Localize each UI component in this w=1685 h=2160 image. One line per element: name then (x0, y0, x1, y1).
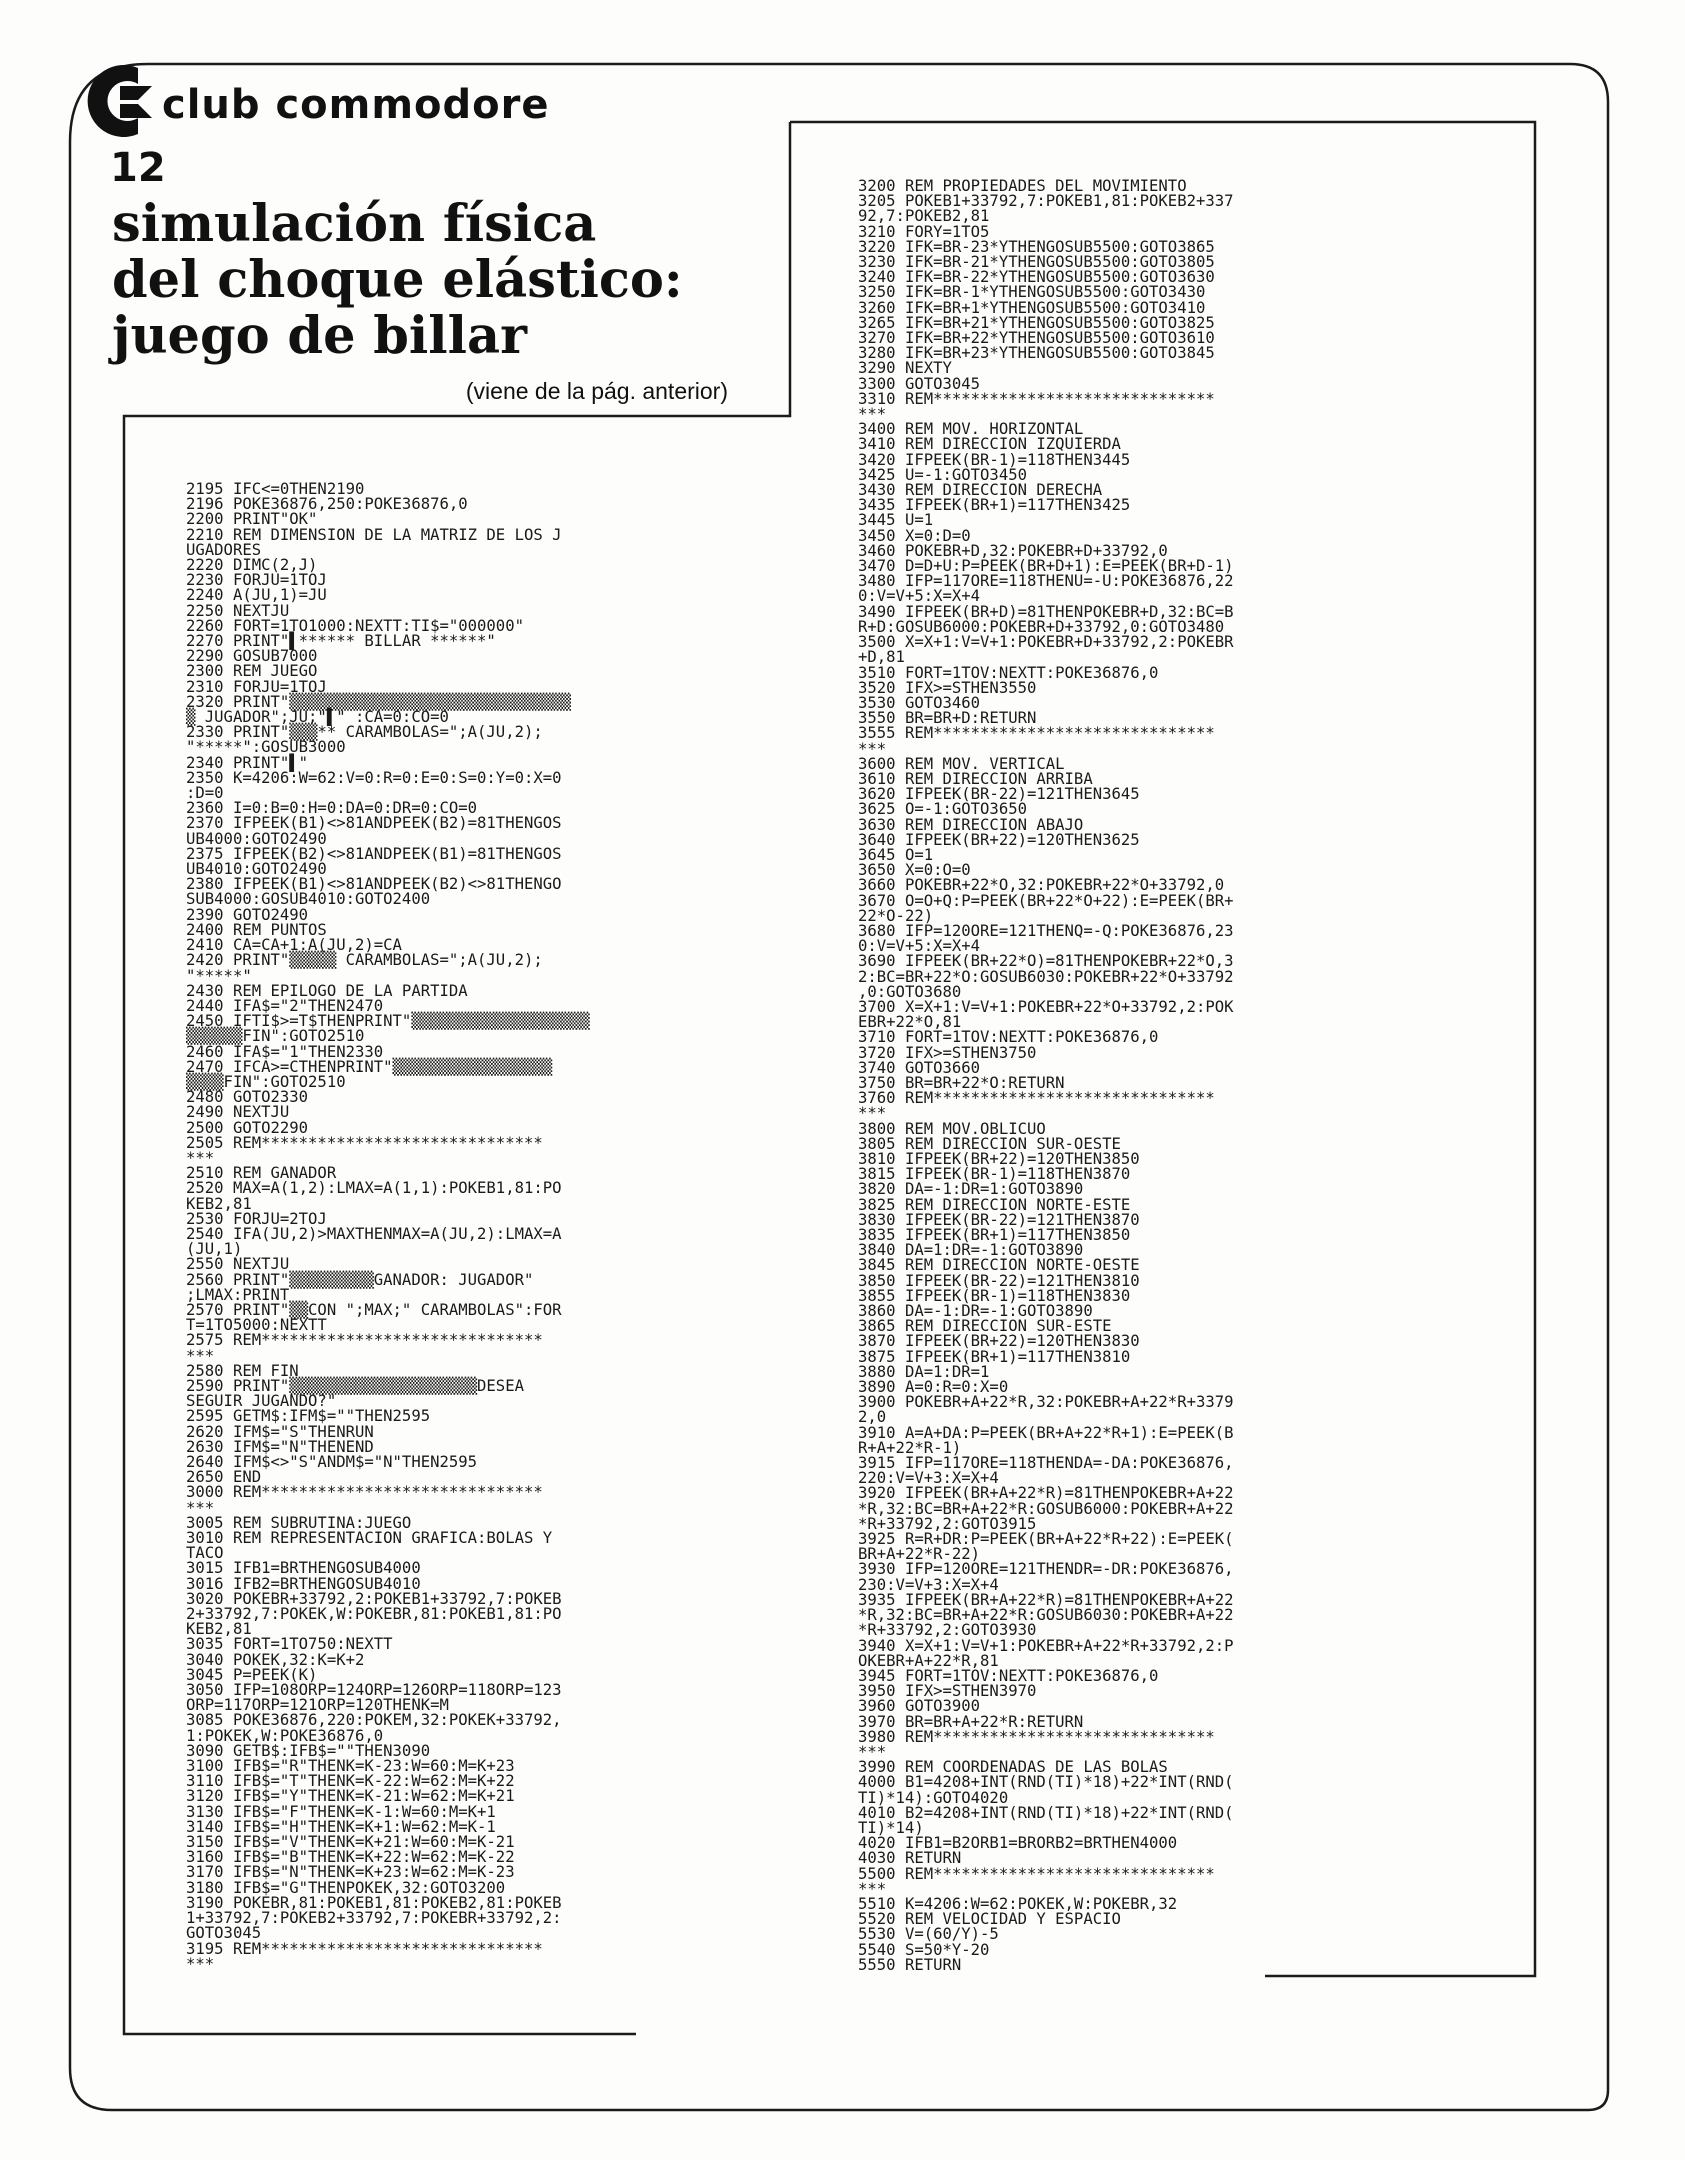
code-line: 2520 MAX=A(1,2):LMAX=A(1,1):POKEB1,81:PO (186, 1179, 562, 1198)
code-line: 2440 IFA$="2"THEN2470 (186, 996, 384, 1015)
code-line: 2570 PRINT"▒▒CON ";MAX;" CARAMBOLAS":FOR (186, 1300, 562, 1319)
code-line: 3915 IFP=117ORE=118THENDA=-DA:POKE36876, (858, 1454, 1234, 1473)
code-line: 4030 RETURN (858, 1849, 962, 1868)
code-line: 2590 PRINT"▒▒▒▒▒▒▒▒▒▒▒▒▒▒▒▒▒▒▒▒DESEA (186, 1376, 524, 1395)
code-line: 2196 POKE36876,250:POKE36876,0 (186, 495, 468, 514)
code-line: 1:POKEK,W:POKE36876,0 (186, 1726, 384, 1745)
code-line: 3500 X=X+1:V=V+1:POKEBR+D+33792,2:POKEBR (858, 633, 1234, 652)
code-line: 3750 BR=BR+22*O:RETURN (858, 1073, 1065, 1092)
code-line: "*****":GOSUB3000 (186, 738, 346, 757)
code-line: 3945 FORT=1TOV:NEXTT:POKE36876,0 (858, 1666, 1159, 1685)
code-listing-right (858, 179, 1234, 1973)
code-line: ORP=117ORP=121ORP=120THENK=M (186, 1696, 449, 1715)
code-line: 2375 IFPEEK(B2)<>81ANDPEEK(B1)=81THENGOS (186, 844, 562, 863)
code-line: 3130 IFB$="F"THENK=K-1:W=60:M=K+1 (186, 1802, 496, 1821)
code-line: 3950 IFX>=STHEN3970 (858, 1682, 1037, 1701)
code-line: *R,32:BC=BR+A+22*R:GOSUB6000:POKEBR+A+22 (858, 1499, 1234, 1518)
code-line: 3510 FORT=1TOV:NEXTT:POKE36876,0 (858, 663, 1159, 682)
code-line: 3875 IFPEEK(BR+1)=117THEN3810 (858, 1347, 1131, 1366)
code-line: 3625 O=-1:GOTO3650 (858, 800, 1027, 819)
code-line: 3550 BR=BR+D:RETURN (858, 709, 1037, 728)
code-line: 3680 IFP=120ORE=121THENQ=-Q:POKE36876,23 (858, 921, 1234, 940)
code-line: 3880 DA=1:DR=1 (858, 1362, 990, 1381)
code-line: 3925 R=R+DR:P=PEEK(BR+A+22*R+22):E=PEEK( (858, 1530, 1234, 1549)
code-line: 3900 POKEBR+A+22*R,32:POKEBR+A+22*R+3379 (858, 1393, 1234, 1412)
code-line: *** (858, 739, 887, 758)
code-line: 3460 POKEBR+D,32:POKEBR+D+33792,0 (858, 541, 1168, 560)
code-line: 3805 REM DIRECCION SUR-OESTE (858, 1134, 1121, 1153)
code-line: 2450 IFTI$>=T$THENPRINT"▒▒▒▒▒▒▒▒▒▒▒▒▒▒▒▒▒▒▒ (186, 1012, 590, 1031)
code-line: *** (858, 1742, 887, 1761)
code-line: 0:V=V+5:X=X+4 (858, 587, 981, 606)
code-line: *** (186, 1498, 215, 1517)
code-line: *R+33792,2:GOTO3930 (858, 1621, 1037, 1640)
code-line: 2505 REM****************************** (186, 1133, 543, 1152)
code-line: 3520 IFX>=STHEN3550 (858, 678, 1037, 697)
code-line: 230:V=V+3:X=X+4 (858, 1575, 999, 1594)
code-line: 3860 DA=-1:DR=-1:GOTO3890 (858, 1302, 1093, 1321)
code-line: 3230 IFK=BR-21*YTHENGOSUB5500:GOTO3805 (858, 253, 1215, 272)
code-line: 3410 REM DIRECCION IZQUIERDA (858, 435, 1121, 454)
code-line: 2230 FORJU=1TOJ (186, 571, 327, 590)
code-line: *** (186, 1346, 215, 1365)
code-line: 5550 RETURN (858, 1955, 962, 1974)
code-line: 5520 REM VELOCIDAD Y ESPACIO (858, 1910, 1121, 1929)
code-line: 5500 REM****************************** (858, 1864, 1215, 1883)
code-line: TI)*14) (858, 1818, 924, 1837)
code-line: "*****" (186, 966, 252, 985)
code-line: 3910 A=A+DA:P=PEEK(BR+A+22*R+1):E=PEEK(B (858, 1423, 1234, 1442)
code-line: *** (858, 1104, 887, 1123)
code-line: 3120 IFB$="Y"THENK=K-21:W=62:M=K+21 (186, 1787, 515, 1806)
code-line: 3400 REM MOV. HORIZONTAL (858, 420, 1084, 439)
code-line: *** (186, 1148, 215, 1167)
code-line: +D,81 (858, 648, 905, 667)
code-line: 3850 IFPEEK(BR-22)=121THEN3810 (858, 1271, 1140, 1290)
code-line: 3200 REM PROPIEDADES DEL MOVIMIENTO (858, 177, 1187, 195)
code-line: 3020 POKEBR+33792,2:POKEB1+33792,7:POKEB (186, 1589, 562, 1608)
code-line: SUB4000:GOSUB4010:GOTO2400 (186, 890, 431, 909)
code-line: 3205 POKEB1+33792,7:POKEB1,81:POKEB2+337 (858, 192, 1234, 211)
code-line: 1+33792,7:POKEB2+33792,7:POKEBR+33792,2: (186, 1909, 562, 1928)
code-line: *** (858, 405, 887, 424)
code-line: 2200 PRINT"OK" (186, 510, 318, 529)
code-line: 3740 GOTO3660 (858, 1058, 981, 1077)
code-line: 5540 S=50*Y-20 (858, 1940, 990, 1959)
code-line: 3035 FORT=1TO750:NEXTT (186, 1635, 393, 1654)
code-line: 2530 FORJU=2TOJ (186, 1209, 327, 1228)
code-line: *** (186, 1954, 215, 1973)
code-line: 3890 A=0:R=0:X=0 (858, 1378, 1009, 1397)
code-line: 3600 REM MOV. VERTICAL (858, 754, 1065, 773)
code-line: 2340 PRINT"▌" (186, 753, 309, 772)
code-line: 2370 IFPEEK(B1)<>81ANDPEEK(B2)=81THENGOS (186, 814, 562, 833)
code-line: 2510 REM GANADOR (186, 1164, 337, 1183)
code-line: GOTO3045 (186, 1924, 262, 1943)
code-line: 3100 IFB$="R"THENK=K-23:W=60:M=K+23 (186, 1757, 515, 1776)
code-line: 3855 IFPEEK(BR-1)=118THEN3830 (858, 1286, 1131, 1305)
code-line: *** (858, 1879, 887, 1898)
code-line: 3015 IFB1=BRTHENGOSUB4000 (186, 1559, 421, 1578)
code-line: 2410 CA=CA+1:A(JU,2)=CA (186, 936, 402, 955)
title-line-3: juego de billar (112, 306, 527, 366)
code-line: R+D:GOSUB6000:POKEBR+D+33792,0:GOTO3480 (858, 617, 1225, 636)
code-line: 2400 REM PUNTOS (186, 920, 327, 939)
code-line: 2430 REM EPILOGO DE LA PARTIDA (186, 981, 468, 1000)
code-line: 3760 REM****************************** (858, 1089, 1215, 1108)
issue-number: 12 (110, 145, 166, 191)
code-line: 2290 GOSUB7000 (186, 647, 318, 666)
code-line: 3610 REM DIRECCION ARRIBA (858, 769, 1093, 788)
code-line: 3210 FORY=1TO5 (858, 222, 990, 241)
code-line: 2470 IFCA>=CTHENPRINT"▒▒▒▒▒▒▒▒▒▒▒▒▒▒▒▒▒ (186, 1057, 553, 1076)
code-line: 3660 POKEBR+22*O,32:POKEBR+22*O+33792,0 (858, 876, 1225, 895)
code-line: 3445 U=1 (858, 511, 934, 530)
code-line: 3840 DA=1:DR=-1:GOTO3890 (858, 1241, 1084, 1260)
code-line: 3980 REM****************************** (858, 1727, 1215, 1746)
code-line: 3650 X=0:O=0 (858, 861, 971, 880)
code-line: 2560 PRINT"▒▒▒▒▒▒▒▒▒GANADOR: JUGADOR" (186, 1270, 534, 1289)
code-line: 2240 A(JU,1)=JU (186, 586, 327, 605)
code-line: 2300 REM JUEGO (186, 662, 318, 681)
code-line: 3845 REM DIRECCION NORTE-OESTE (858, 1256, 1140, 1275)
code-line: TI)*14):GOTO4020 (858, 1788, 1009, 1807)
code-line: 2250 NEXTJU (186, 601, 290, 620)
code-line: R+A+22*R-1) (858, 1438, 962, 1457)
article-title (112, 196, 772, 364)
code-line: 3000 REM****************************** (186, 1483, 543, 1502)
code-line: 3045 P=PEEK(K) (186, 1665, 318, 1684)
code-line: 3010 REM REPRESENTACION GRAFICA:BOLAS Y (186, 1529, 553, 1548)
code-line: 3490 IFPEEK(BR+D)=81THENPOKEBR+D,32:BC=B (858, 602, 1234, 621)
code-line: 3935 IFPEEK(BR+A+22*R)=81THENPOKEBR+A+22 (858, 1590, 1234, 1609)
code-line: 3085 POKE36876,220:POKEM,32:POKEK+33792, (186, 1711, 562, 1730)
code-line: 3150 IFB$="V"THENK=K+21:W=60:M=K-21 (186, 1833, 515, 1852)
code-line: 3195 REM****************************** (186, 1939, 543, 1958)
code-line: 3710 FORT=1TOV:NEXTT:POKE36876,0 (858, 1028, 1159, 1047)
magazine-name: club commodore (162, 82, 550, 128)
code-line: 3430 REM DIRECCION DERECHA (858, 481, 1103, 500)
code-line: 2650 END (186, 1468, 262, 1487)
code-line: 3310 REM****************************** (858, 389, 1215, 408)
code-line: 3970 BR=BR+A+22*R:RETURN (858, 1712, 1084, 1731)
code-line: 3815 IFPEEK(BR-1)=118THEN3870 (858, 1165, 1131, 1184)
code-line: 2,0 (858, 1408, 887, 1427)
code-line: 3670 O=O+Q:P=PEEK(BR+22*O+22):E=PEEK(BR+ (858, 891, 1234, 910)
code-line: 2195 IFC<=0THEN2190 (186, 480, 365, 498)
code-line: ;LMAX:PRINT (186, 1285, 290, 1304)
code-line: 2380 IFPEEK(B1)<>81ANDPEEK(B2)<>81THENGO (186, 875, 562, 894)
code-line: 3920 IFPEEK(BR+A+22*R)=81THENPOKEBR+A+22 (858, 1484, 1234, 1503)
code-line: UB4010:GOTO2490 (186, 860, 327, 879)
code-line: SEGUIR JUGANDO?" (186, 1392, 337, 1411)
code-line: 3260 IFK=BR+1*YTHENGOSUB5500:GOTO3410 (858, 298, 1206, 317)
code-line: 3016 IFB2=BRTHENGOSUB4010 (186, 1574, 421, 1593)
code-line: 2540 IFA(JU,2)>MAXTHENMAX=A(JU,2):LMAX=A (186, 1224, 562, 1243)
code-line: 0:V=V+5:X=X+4 (858, 937, 981, 956)
title-line-2: del choque elástico: (112, 250, 683, 310)
code-line: 2+33792,7:POKEK,W:POKEBR,81:POKEB1,81:PO (186, 1605, 562, 1624)
code-line: 3480 IFP=117ORE=118THENU=-U:POKE36876,22 (858, 572, 1234, 591)
code-line: 2270 PRINT"▌****** BILLAR ******" (186, 632, 496, 651)
code-line: 3265 IFK=BR+21*YTHENGOSUB5500:GOTO3825 (858, 313, 1215, 332)
commodore-logo-icon (78, 62, 152, 140)
code-line: 3160 IFB$="B"THENK=K+22:W=62:M=K-22 (186, 1848, 515, 1867)
code-line: 3280 IFK=BR+23*YTHENGOSUB5500:GOTO3845 (858, 344, 1215, 363)
code-line: 2640 IFM$<>"S"ANDM$="N"THEN2595 (186, 1453, 478, 1471)
code-line: 3720 IFX>=STHEN3750 (858, 1043, 1037, 1062)
code-line: UB4000:GOTO2490 (186, 829, 327, 848)
code-line: 2500 GOTO2290 (186, 1118, 309, 1137)
code-line: 2390 GOTO2490 (186, 905, 309, 924)
code-line: 2460 IFA$="1"THEN2330 (186, 1042, 384, 1061)
code-line: 3250 IFK=BR-1*YTHENGOSUB5500:GOTO3430 (858, 283, 1206, 302)
code-line: 3420 IFPEEK(BR-1)=118THEN3445 (858, 450, 1131, 469)
code-line: 5530 V=(60/Y)-5 (858, 1925, 999, 1944)
code-line: KEB2,81 (186, 1620, 252, 1639)
code-line: 2330 PRINT"▒▒▒** CARAMBOLAS=";A(JU,2); (186, 723, 543, 742)
code-line: 3140 IFB$="H"THENK=K+1:W=62:M=K-1 (186, 1817, 496, 1836)
code-line: 3830 IFPEEK(BR-22)=121THEN3870 (858, 1210, 1140, 1229)
code-line: 2310 FORJU=1TOJ (186, 677, 327, 696)
code-line: 4010 B2=4208+INT(RND(TI)*18)+22*INT(RND( (858, 1803, 1234, 1822)
code-line: TACO (186, 1544, 224, 1563)
code-line: 3820 DA=-1:DR=1:GOTO3890 (858, 1180, 1084, 1199)
code-line: OKEBR+A+22*R,81 (858, 1651, 999, 1670)
code-line: 3290 NEXTY (858, 359, 952, 378)
code-line: 3940 X=X+1:V=V+1:POKEBR+A+22*R+33792,2:P (858, 1636, 1234, 1655)
code-line: 3005 REM SUBRUTINA:JUEGO (186, 1513, 412, 1532)
code-line: 2420 PRINT"▒▒▒▒▒ CARAMBOLAS=";A(JU,2); (186, 951, 543, 970)
code-line: 3190 POKEBR,81:POKEB1,81:POKEB2,81:POKEB (186, 1893, 562, 1912)
code-line: 2480 GOTO2330 (186, 1088, 309, 1107)
code-line: 3170 IFB$="N"THENK=K+23:W=62:M=K-23 (186, 1863, 515, 1882)
code-line: 3450 X=0:D=0 (858, 526, 971, 545)
code-line: 3690 IFPEEK(BR+22*O)=81THENPOKEBR+22*O,3 (858, 952, 1234, 971)
code-line: 3470 D=D+U:P=PEEK(BR+D+1):E=PEEK(BR+D-1) (858, 557, 1234, 576)
code-line: BR+A+22*R-22) (858, 1545, 981, 1564)
code-line: 2:BC=BR+22*O:GOSUB6030:POKEBR+22*O+33792 (858, 967, 1234, 986)
code-listing-left (186, 482, 590, 1972)
code-line: 2360 I=0:B=0:H=0:DA=0:DR=0:CO=0 (186, 799, 478, 818)
code-line: 3930 IFP=120ORE=121THENDR=-DR:POKE36876, (858, 1560, 1234, 1579)
code-line: 3110 IFB$="T"THENK=K-22:W=62:M=K+22 (186, 1772, 515, 1791)
code-line: 3990 REM COORDENADAS DE LAS BOLAS (858, 1758, 1168, 1777)
code-line: 2550 NEXTJU (186, 1255, 290, 1274)
code-line: 3435 IFPEEK(BR+1)=117THEN3425 (858, 496, 1131, 515)
code-line: 3870 IFPEEK(BR+22)=120THEN3830 (858, 1332, 1140, 1351)
code-line: 3530 GOTO3460 (858, 693, 981, 712)
code-line: EBR+22*O,81 (858, 1013, 962, 1032)
code-line: 2575 REM****************************** (186, 1331, 543, 1350)
code-line: 3645 O=1 (858, 845, 934, 864)
code-line: *R+33792,2:GOTO3915 (858, 1514, 1037, 1533)
code-line: 2320 PRINT"▒▒▒▒▒▒▒▒▒▒▒▒▒▒▒▒▒▒▒▒▒▒▒▒▒▒▒▒▒▒ (186, 692, 571, 711)
code-line: 92,7:POKEB2,81 (858, 207, 990, 226)
code-line: 5510 K=4206:W=62:POKEK,W:POKEBR,32 (858, 1894, 1178, 1913)
code-line: 3810 IFPEEK(BR+22)=120THEN3850 (858, 1150, 1140, 1168)
code-line: 3180 IFB$="G"THENPOKEK,32:GOTO3200 (186, 1878, 506, 1897)
code-line: 2490 NEXTJU (186, 1103, 290, 1122)
code-line: 3090 GETB$:IFB$=""THEN3090 (186, 1741, 431, 1760)
code-line: :D=0 (186, 784, 224, 803)
title-line-1: simulación física (112, 194, 597, 254)
code-line: 2220 DIMC(2,J) (186, 556, 318, 575)
code-line: ▒▒▒▒▒▒FIN":GOTO2510 (186, 1027, 365, 1046)
code-line: 3800 REM MOV.OBLICUO (858, 1119, 1046, 1138)
code-line: 3425 U=-1:GOTO3450 (858, 465, 1027, 484)
code-line: 2350 K=4206:W=62:V=0:R=0:E=0:S=0:Y=0:X=0 (186, 768, 562, 787)
code-line: 3240 IFK=BR-22*YTHENGOSUB5500:GOTO3630 (858, 268, 1215, 287)
code-line: 3825 REM DIRECCION NORTE-ESTE (858, 1195, 1131, 1214)
code-line: 2210 REM DIMENSION DE LA MATRIZ DE LOS J (186, 525, 562, 544)
code-line: 4000 B1=4208+INT(RND(TI)*18)+22*INT(RND( (858, 1773, 1234, 1792)
code-line: UGADORES (186, 540, 262, 559)
code-line: 3960 GOTO3900 (858, 1697, 981, 1716)
code-line: 3630 REM DIRECCION ABAJO (858, 815, 1084, 834)
code-line: *R,32:BC=BR+A+22*R:GOSUB6030:POKEBR+A+22 (858, 1606, 1234, 1625)
code-line: 2630 IFM$="N"THENEND (186, 1437, 374, 1456)
code-line: 3640 IFPEEK(BR+22)=120THEN3625 (858, 830, 1140, 849)
code-line: 2260 FORT=1TO1000:NEXTT:TI$="000000" (186, 616, 524, 635)
code-line: ▒ JUGADOR";JU;"▌" :CA=0:CO=0 (186, 708, 449, 727)
code-line: 3700 X=X+1:V=V+1:POKEBR+22*O+33792,2:POK (858, 997, 1234, 1016)
code-line: 2580 REM FIN (186, 1361, 299, 1380)
code-line: 3865 REM DIRECCION SUR-ESTE (858, 1317, 1112, 1336)
continued-note: (viene de la pág. anterior) (465, 378, 728, 404)
code-line: 2595 GETM$:IFM$=""THEN2595 (186, 1407, 431, 1426)
code-line: 3300 GOTO3045 (858, 374, 981, 393)
code-line: 3220 IFK=BR-23*YTHENGOSUB5500:GOTO3865 (858, 237, 1215, 256)
code-line: 3835 IFPEEK(BR+1)=117THEN3850 (858, 1226, 1131, 1245)
code-line: 3040 POKEK,32:K=K+2 (186, 1650, 365, 1669)
code-line: 2620 IFM$="S"THENRUN (186, 1422, 374, 1441)
code-line: (JU,1) (186, 1240, 243, 1259)
code-line: 220:V=V+3:X=X+4 (858, 1469, 999, 1488)
code-line: ▒▒▒▒FIN":GOTO2510 (186, 1072, 346, 1091)
code-line: ,0:GOTO3680 (858, 982, 962, 1001)
code-line: KEB2,81 (186, 1194, 252, 1213)
code-line: 22*O-22) (858, 906, 934, 925)
code-line: 3620 IFPEEK(BR-22)=121THEN3645 (858, 785, 1140, 804)
code-line: 3050 IFP=108ORP=124ORP=126ORP=118ORP=123 (186, 1681, 562, 1700)
code-line: 4020 IFB1=B2ORB1=BRORB2=BRTHEN4000 (858, 1834, 1178, 1853)
code-line: 3555 REM****************************** (858, 724, 1215, 743)
code-line: 3270 IFK=BR+22*YTHENGOSUB5500:GOTO3610 (858, 329, 1215, 348)
code-line: T=1TO5000:NEXTT (186, 1316, 327, 1335)
